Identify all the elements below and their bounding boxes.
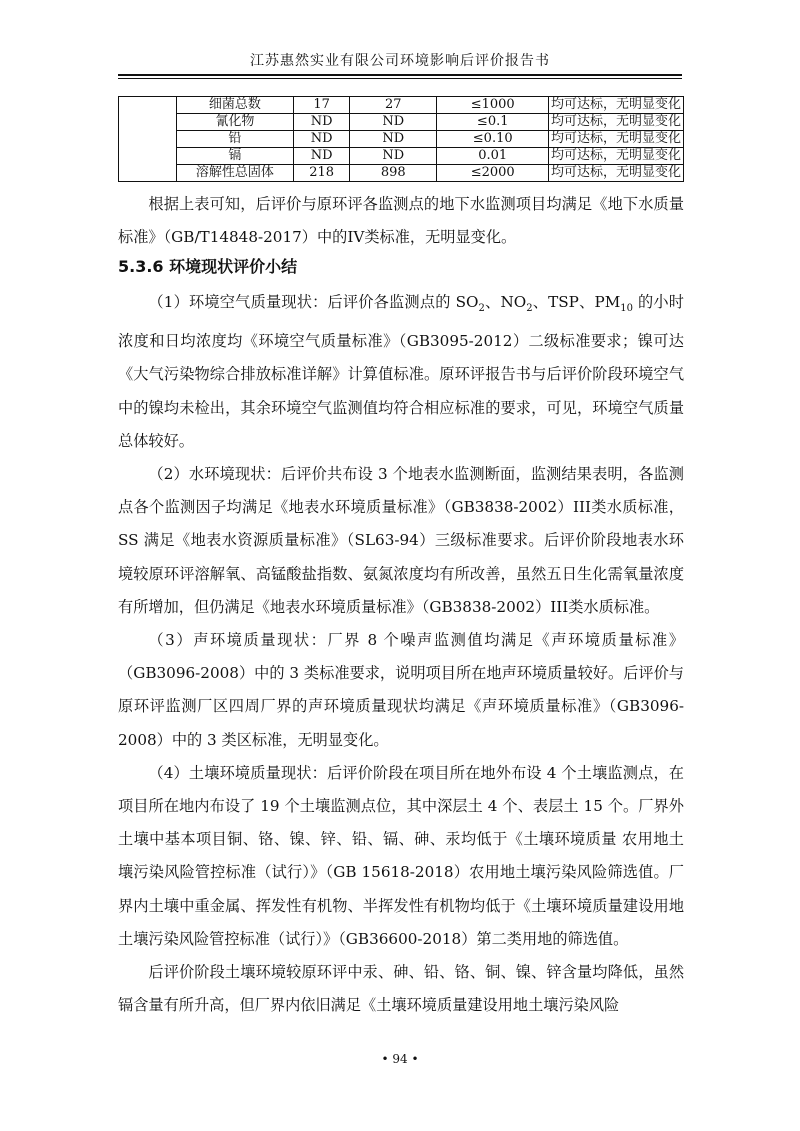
header-rule [118,74,682,76]
section-number: 5.3.6 [118,257,164,276]
table-cell-result: 均可达标，无明显变化 [548,97,683,114]
table-cell-b: 27 [349,97,437,114]
intro-paragraph: 根据上表可知，后评价与原环评各监测点的地下水监测项目均满足《地下水质量标准》（GB/T14848-2017）中的IV类标准，无明显变化。 [118,195,684,247]
table-cell-a: ND [294,148,350,165]
table-row [119,97,684,114]
table-cell-result: 均可达标，无明显变化 [548,114,683,131]
table-cell-std: 0.01 [437,148,548,165]
table-cell-b: ND [349,131,437,148]
table-cell-std: ≤0.1 [437,114,548,131]
paragraph-soil-compare: 后评价阶段土壤环境较原环评中汞、砷、铅、铬、铜、镍、锌含量均降低，虽然镉含量有所升高，但厂界内依旧满足《土壤环境质量建设用地土壤污染风险 [118,963,684,1015]
table-cell-result: 均可达标，无明显变化 [548,165,683,182]
page-number: • 94 • [381,1052,419,1066]
table-cell-a: 218 [294,165,350,182]
paragraph-noise: （3）声环境质量现状：厂界 8 个噪声监测值均满足《声环境质量标准》（GB3096-2008）中的 3 类标准要求，说明项目所在地声环境质量较好。后评价与原环评监测厂区四周厂界的声环境质量现状均满足《声环境质量标准》（GB3096-2008）中的 3 类区标准，无明显变化。 [118,631,684,749]
table-cell-result: 均可达标，无明显变化 [548,148,683,165]
table-cell-item: 细菌总数 [176,97,294,114]
table-cell-a: 17 [294,97,350,114]
table-cell-b: ND [349,148,437,165]
page-header: 江苏惠然实业有限公司环境影响后评价报告书 [250,53,550,69]
table-cell-std: ≤2000 [437,165,548,182]
groundwater-table [118,96,684,182]
paragraph-air: （1）环境空气质量现状：后评价各监测点的 $SO_2$、$NO_2$、TSP、$PM_{10}$ 的小时浓度和日均浓度均《环境空气质量标准》（GB3095-2012）二级标准要求；镍可达《大气污染物综合排放标准详解》计算值标准。原环评报告书与后评价阶段环境空气中的镍均未检出，其余环境空气监测值均符合相应标准的要求，可见，环境空气质量总体较好。 [118,293,684,450]
table-row [119,148,684,165]
table-cell-b: 898 [349,165,437,182]
table-cell-std: ≤1000 [437,97,548,114]
table-merged-cell [119,97,177,182]
table-cell-item: 氰化物 [176,114,294,131]
table-cell-result: 均可达标，无明显变化 [548,131,683,148]
table-row [119,165,684,182]
table-cell-b: ND [349,114,437,131]
table-row [119,114,684,131]
table-row [119,131,684,148]
table-cell-std: ≤0.10 [437,131,548,148]
header-rule-thin [118,78,682,79]
summary-block [118,286,684,1023]
table-cell-item: 镉 [176,148,294,165]
table-cell-a: ND [294,131,350,148]
table-cell-a: ND [294,114,350,131]
paragraph-soil: （4）土壤环境质量现状：后评价阶段在项目所在地外布设 4 个土壤监测点，在项目所在地内布设了 19 个土壤监测点位，其中深层土 4 个、表层土 15 个。厂界外土壤中基本项目铜、铬、镍、锌、铅、镉、砷、汞均低于《土壤环境质量 农用地土壤污染风险管控标准（试行）》（GB 15618-2018）农用地土壤污染风险筛选值。厂界内土壤中重金属、挥发性有机物、半挥发性有机物均低于《土壤环境质量建设用地土壤污染风险管控标准（试行）》（GB36600-2018）第二类用地的筛选值。 [118,763,684,948]
intro-block [118,188,684,254]
table-cell-item: 溶解性总固体 [176,165,294,182]
table-cell-item: 铅 [176,131,294,148]
section-title: 环境现状评价小结 [169,257,298,276]
section-heading [118,254,297,277]
paragraph-water: （2）水环境现状：后评价共布设 3 个地表水监测断面，监测结果表明，各监测点各个监测因子均满足《地表水环境质量标准》（GB3838-2002）III类水质标准，SS 满足《地表水资源质量标准》（SL63-94）三级标准要求。后评价阶段地表水环境较原环评溶解氧、高锰酸盐指数、氨氮浓度均有所改善，虽然五日生化需氧量浓度有所增加，但仍满足《地表水环境质量标准》（GB3838-2002）III类水质标准。 [118,465,684,616]
